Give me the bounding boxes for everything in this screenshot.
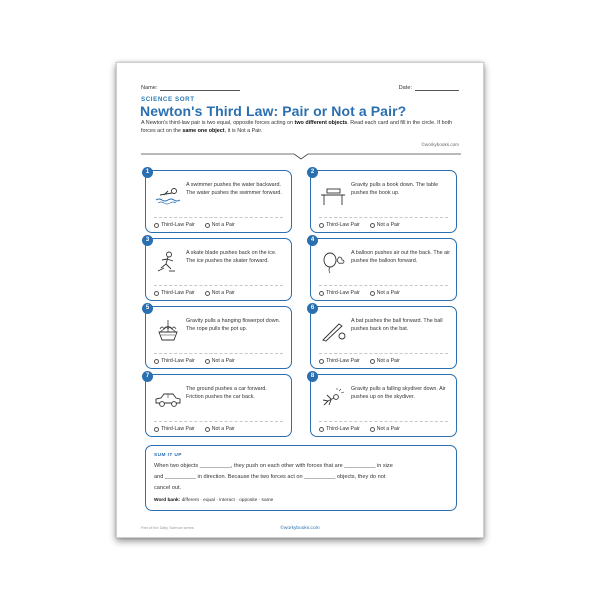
option-not-a-pair[interactable]: Not a Pair: [370, 358, 400, 364]
card-text: A bat pushes the ball forward. The ball pushes back on the bat.: [351, 318, 443, 332]
card-2: [310, 170, 457, 233]
option-not-a-pair[interactable]: Not a Pair: [205, 426, 235, 432]
sum-heading: SUM IT UP: [154, 453, 182, 458]
bat-and-ball-icon: [319, 319, 347, 343]
option-third-law-pair[interactable]: Third-Law Pair: [154, 290, 195, 296]
card-text: Gravity pulls a falling skydiver down. Air pushes up on the skydiver.: [351, 386, 446, 400]
option-third-law-pair[interactable]: Third-Law Pair: [154, 358, 195, 364]
card-text: Gravity pulls a book down. The table pushes the book up.: [351, 182, 439, 196]
credit-top: ©workybooks.com: [421, 142, 459, 147]
card-6: [310, 306, 457, 369]
eyebrow-label: SCIENCE SORT: [141, 96, 195, 103]
option-not-a-pair[interactable]: Not a Pair: [370, 222, 400, 228]
card-1: [145, 170, 292, 233]
name-date-row: [141, 85, 459, 95]
date-field[interactable]: [399, 85, 459, 91]
option-third-law-pair[interactable]: Third-Law Pair: [319, 358, 360, 364]
footer-credit[interactable]: ©workybooks.com: [280, 526, 320, 531]
skater-icon: [154, 251, 182, 275]
card-text: A skate blade pushes back on the ice. The ice pushes the skater forward.: [186, 250, 277, 264]
flowerpot-icon: [154, 319, 182, 343]
card-number: 8: [307, 371, 318, 382]
balloon-icon: [319, 251, 347, 275]
card-3: [145, 238, 292, 301]
divider-line: [141, 152, 461, 160]
card-number: 2: [307, 167, 318, 178]
card-number: 6: [307, 303, 318, 314]
card-text: Gravity pulls a hanging flowerpot down. The rope pulls the pot up.: [186, 318, 281, 332]
card-4: [310, 238, 457, 301]
card-5: [145, 306, 292, 369]
name-field[interactable]: [141, 85, 240, 91]
card-number: 3: [142, 235, 153, 246]
worksheet-page: [116, 62, 484, 538]
footer-series: Part of the Daily Science series: [141, 526, 194, 530]
option-not-a-pair[interactable]: Not a Pair: [370, 426, 400, 432]
book-on-table-icon: [319, 183, 347, 207]
card-text: A swimmer pushes the water backward. The water pushes the swimmer forward.: [186, 182, 282, 196]
sum-it-up-box: [145, 445, 457, 511]
card-number: 1: [142, 167, 153, 178]
option-third-law-pair[interactable]: Third-Law Pair: [154, 426, 195, 432]
option-third-law-pair[interactable]: Third-Law Pair: [154, 222, 195, 228]
option-not-a-pair[interactable]: Not a Pair: [205, 290, 235, 296]
date-label: Date:: [398, 85, 412, 91]
option-not-a-pair[interactable]: Not a Pair: [370, 290, 400, 296]
card-number: 4: [307, 235, 318, 246]
page-title: Newton's Third Law: Pair or Not a Pair?: [140, 103, 407, 119]
skydiver-icon: [319, 387, 347, 411]
word-bank: Word bank: different · equal · interact · opposite · same: [154, 498, 274, 503]
option-third-law-pair[interactable]: Third-Law Pair: [319, 290, 360, 296]
intro-text: A Newton's third-law pair is two equal, opposite forces acting on two different objects. Read each card and fill in the circle. If both forces act on the same one object, it is Not a Pair.: [141, 120, 453, 135]
card-text: The ground pushes a car forward. Friction pushes the car back.: [186, 386, 267, 400]
sum-line-1: When two objects __________, they push on each other with forces that are __________ in size: [154, 463, 393, 469]
option-not-a-pair[interactable]: Not a Pair: [205, 358, 235, 364]
name-label: Name:: [141, 85, 158, 91]
sum-body[interactable]: [154, 461, 450, 493]
card-number: 7: [142, 371, 153, 382]
option-third-law-pair[interactable]: Third-Law Pair: [319, 222, 360, 228]
option-not-a-pair[interactable]: Not a Pair: [205, 222, 235, 228]
swimmer-icon: [154, 183, 182, 207]
card-text: A balloon pushes air out the back. The air pushes the balloon forward.: [351, 250, 451, 264]
card-8: [310, 374, 457, 437]
card-number: 5: [142, 303, 153, 314]
sum-line-3: cancel out.: [154, 484, 182, 491]
option-third-law-pair[interactable]: Third-Law Pair: [319, 426, 360, 432]
card-7: [145, 374, 292, 437]
car-icon: [154, 387, 182, 411]
sum-line-2: and __________ in direction. Because the two forces act on __________ objects, they do not: [154, 473, 386, 480]
